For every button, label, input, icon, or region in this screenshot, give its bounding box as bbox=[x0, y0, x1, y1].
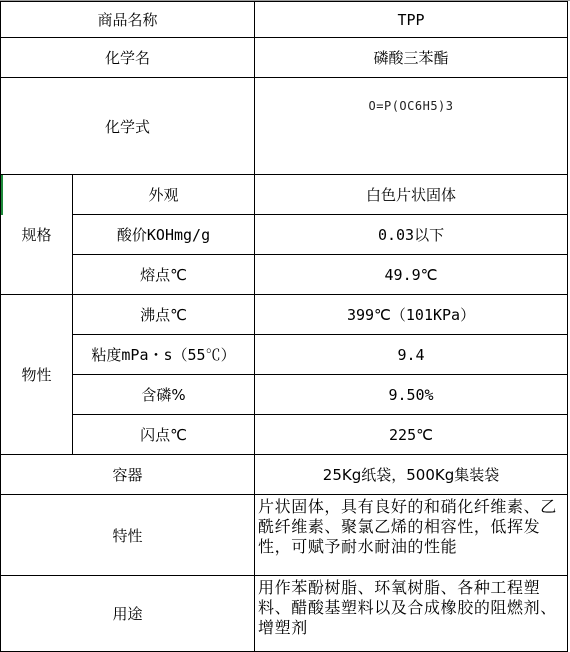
container-value: 25Kg纸袋，500Kg集装袋 bbox=[255, 455, 568, 495]
spec-table bbox=[0, 1, 568, 652]
chemical-formula-label: 化学式 bbox=[1, 78, 255, 175]
usage-label: 用途 bbox=[1, 576, 255, 652]
property-group-label: 物性 bbox=[1, 295, 73, 455]
appearance-value: 白色片状固体 bbox=[255, 175, 568, 215]
table-row-phosphorus-content bbox=[1, 375, 568, 415]
boiling-point-label: 沸点℃ bbox=[73, 295, 255, 335]
viscosity-value: 9.4 bbox=[255, 335, 568, 375]
table-row-container bbox=[1, 455, 568, 495]
table-row-acid-value bbox=[1, 215, 568, 255]
chemical-name-label: 化学名 bbox=[1, 38, 255, 78]
flash-point-value: 225℃ bbox=[255, 415, 568, 455]
table-row-boiling-point bbox=[1, 295, 568, 335]
table-row-product-name bbox=[1, 2, 568, 38]
chemical-name-value: 磷酸三苯酯 bbox=[255, 38, 568, 78]
chemical-formula-value bbox=[255, 78, 568, 175]
appearance-label: 外观 bbox=[73, 175, 255, 215]
spec-group-label: 规格 bbox=[1, 175, 73, 295]
table-row-flash-point bbox=[1, 415, 568, 455]
acid-value-label: 酸价KOHmg/g bbox=[73, 215, 255, 255]
table-row-chemical-formula bbox=[1, 78, 568, 175]
chemical-formula-text: O=P(OC6H5)3 bbox=[368, 99, 454, 113]
product-name-value: TPP bbox=[255, 2, 568, 38]
boiling-point-value: 399℃（101KPa） bbox=[255, 295, 568, 335]
viscosity-label: 粘度mPa・s（55℃） bbox=[73, 335, 255, 375]
phosphorus-content-value: 9.50% bbox=[255, 375, 568, 415]
melting-point-value: 49.9℃ bbox=[255, 255, 568, 295]
acid-value-value: 0.03以下 bbox=[255, 215, 568, 255]
usage-value: 用作苯酚树脂、环氧树脂、各种工程塑料、醋酸基塑料以及合成橡胶的阻燃剂、增塑剂 bbox=[255, 576, 568, 652]
container-label: 容器 bbox=[1, 455, 255, 495]
table-row-appearance bbox=[1, 175, 568, 215]
phosphorus-content-label: 含磷% bbox=[73, 375, 255, 415]
table-row-melting-point bbox=[1, 255, 568, 295]
flash-point-label: 闪点℃ bbox=[73, 415, 255, 455]
features-value: 片状固体，具有良好的和硝化纤维素、乙酰纤维素、聚氯乙烯的相容性，低挥发性，可赋予耐水耐油的性能 bbox=[255, 495, 568, 576]
table-row-viscosity bbox=[1, 335, 568, 375]
table-row-features bbox=[1, 495, 568, 576]
table-row-usage bbox=[1, 576, 568, 652]
table-row-chemical-name bbox=[1, 38, 568, 78]
melting-point-label: 熔点℃ bbox=[73, 255, 255, 295]
product-name-label: 商品名称 bbox=[1, 2, 255, 38]
features-label: 特性 bbox=[1, 495, 255, 576]
